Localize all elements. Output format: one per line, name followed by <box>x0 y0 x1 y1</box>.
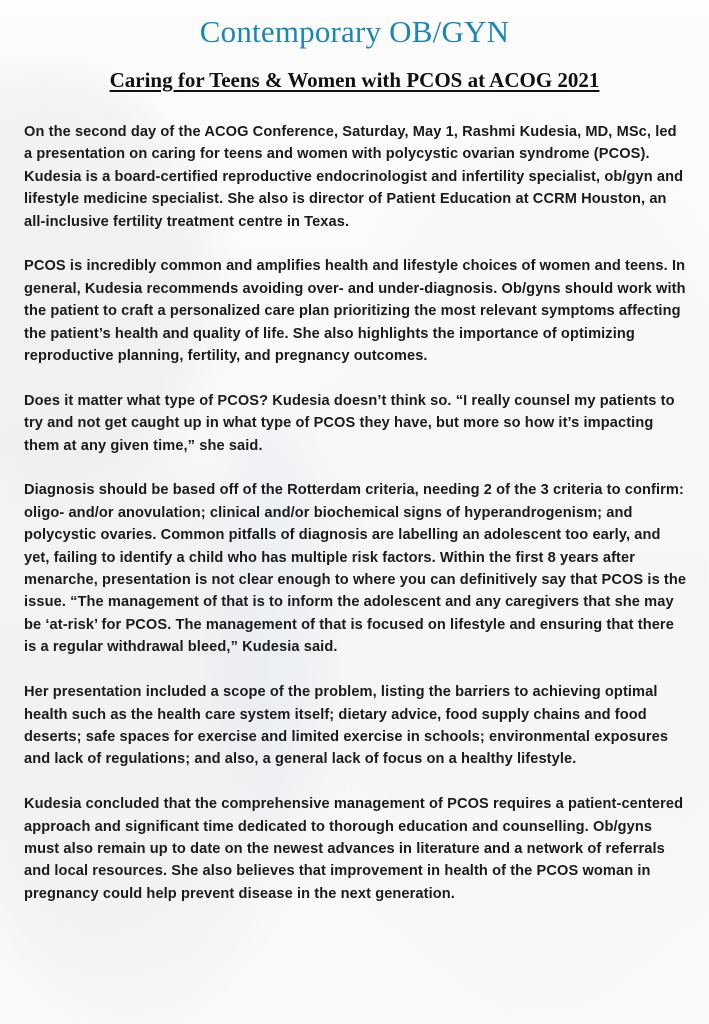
article-body <box>24 121 688 928</box>
paragraph-conclusion: Kudesia concluded that the comprehensive management of PCOS requires a patient-centered approach and significant time dedicated to thorough education and counselling. Ob/gyns must also remain up to date on the newest advances in literature and a network of referrals and local resources. She also believes that improvement in health of the PCOS woman in pregnancy could help prevent disease in the next generation. <box>24 796 684 902</box>
paragraph-pcos-type: Does it matter what type of PCOS? Kudesia doesn’t think so. “I really counsel my patients to try and not get caught up in what type of PCOS they have, but more so how it’s impacting them at any given time,” she said. <box>24 392 675 454</box>
publication-logo: Contemporary OB/GYN <box>199 14 510 49</box>
paragraph-diagnosis: Diagnosis should be based off of the Rotterdam criteria, needing 2 of the 3 criteria to confirm: oligo- and/or anovulation; clinical and/or biochemical signs of hyperandrogenism; and polycystic ovaries. Common pitfalls of diagnosis are labelling an adolescent too early, and yet, failing to identify a child who has multiple risk factors. Within the first 8 years after menarche, presentation is not clear enough to where you can definitively say that PCOS is the issue. “The management of that is to inform the adolescent and any caregivers that she may be ‘at-risk’ for PCOS. The management of that is focused on lifestyle and ensuring that there is a regular withdrawal bleed,” Kudesia said. <box>24 482 687 656</box>
paragraph-intro: On the second day of the ACOG Conference, Saturday, May 1, Rashmi Kudesia, MD, MSc, led a presentation on caring for teens and women with polycystic ovarian syndrome (PCOS). Kudesia is a board-certified reproductive endocrinologist and infertility specialist, ob/gyn and lifestyle medicine specialist. She also is director of Patient Education at CCRM Houston, an all-inclusive fertility treatment centre in Texas. <box>24 124 684 230</box>
paragraph-overview: PCOS is incredibly common and amplifies health and lifestyle choices of women and teens. In general, Kudesia recommends avoiding over- and under-diagnosis. Ob/gyns should work with the patient to craft a personalized care plan prioritizing the most relevant symptoms affecting the patient’s health and quality of life. She also highlights the importance of optimizing reproductive planning, fertility, and pregnancy outcomes. <box>24 258 686 365</box>
paragraph-barriers: Her presentation included a scope of the problem, listing the barriers to achieving optimal health such as the health care system itself; dietary advice, food supply chains and food deserts; safe spaces for exercise and limited exercise in schools; environmental exposures and lack of regulations; and also, a general lack of focus on a healthy lifestyle. <box>24 684 669 768</box>
article-title: Caring for Teens & Women with PCOS at ACOG 2021 <box>109 68 600 92</box>
